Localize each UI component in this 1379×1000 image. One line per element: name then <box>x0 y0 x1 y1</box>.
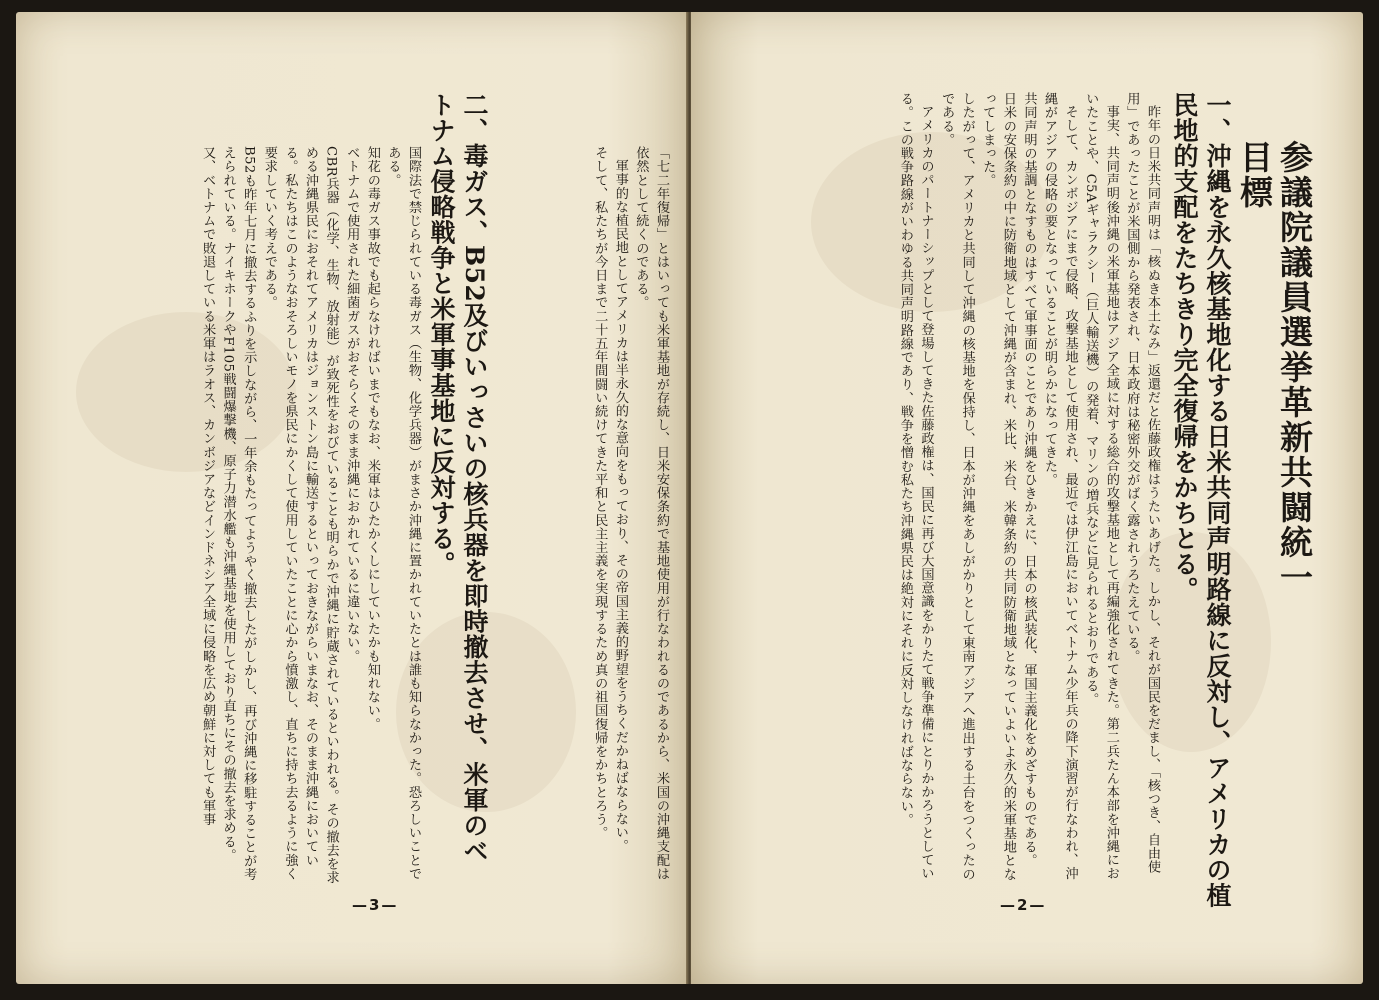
paragraph: 事実、共同声明後沖縄の米軍基地はアジア全域に対する総合的攻撃基地として再編強化されてきた。第二兵たん本部を沖縄においたことや、C5Aギャラクシー（巨人輸送機）の発着、マリンの増兵などに見られるとおりである。 <box>1083 92 1119 881</box>
paragraph: ベトナムで使用された細菌ガスがおそらくそのまま沖縄におかれているに違いない。 <box>344 146 360 663</box>
paragraph: そして、私たちが今日まで二十五年間闘い続けてきた平和と民主主義を実現するため真の祖国復帰をかちとろう。 <box>592 146 608 840</box>
page-number-left: —3— <box>352 896 399 914</box>
paragraph: B52も昨年七月に撤去するふりを示しながら、一年余もたってようやく撤去したがしかし、再び沖縄に移駐することが考えられている。ナイキホークやF105戦闘爆撃機、原子力潜水艦も沖縄基地を使用しており直ちにその撤去を求める。 <box>220 146 257 881</box>
paragraph: 共同声明の基調となすものはすべて軍事面のことであり沖縄をひきかえに、日本の核武装化、軍国主義化をめざすものである。 <box>1021 92 1037 868</box>
page-number-right: —2— <box>1000 896 1047 914</box>
document-title: 参議院議員選挙革新共闘統一目標 <box>1235 140 1314 595</box>
section-two-body <box>133 146 423 886</box>
paragraph: したがって、アメリカと共同して沖縄の核基地を保持し、日本が沖縄をあしがかりとして東南アジアへ進出する土台をつくったのである。 <box>939 92 975 881</box>
paragraph: 又、ベトナムで敗退している米軍はラオス、カンボジアなどインドネシア全域に侵略を広め朝鮮に対しても軍事 <box>200 146 216 826</box>
section-one-body <box>770 92 1162 882</box>
paragraph: 知花の毒ガス事故でも起らなければいまでもなお、米軍はひたかくしにしていたかも知れない。 <box>364 146 380 731</box>
paragraph: 国際法で禁じられている毒ガス（生物、化学兵器）がまさか沖縄に置かれていたとは誰も知らなかった。恐ろしいことである。 <box>385 146 421 881</box>
paragraph: 日米の安保条約の中に防衛地域として沖縄が含まれ、米比、米台、米韓条約の共同防衛地域となっていよいよ永久的米軍基地となってしまった。 <box>980 92 1016 881</box>
paragraph: アメリカのパートナーシップとして登場してきた佐藤政権は、国民に再び大国意識をかりたて戦争準備にとりかかろうとしている。この戦争路線がいわゆる共同声明路線であり、戦争を憎む私たち沖縄県民は絶対にそれに反対しなければならない。 <box>897 92 934 881</box>
section-one-heading: 一、沖縄を永久核基地化する日米共同声明路線に反対し、アメリカの植民地的支配をたちきり完全復帰をかちとる。 <box>1170 92 1232 908</box>
paragraph: 軍事的な植民地としてアメリカは半永久的な意向をもっており、その帝国主義的野望をうちくだかねばならない。 <box>612 159 628 853</box>
section-one-continued <box>509 146 671 886</box>
paragraph: 「七二年復帰」とはいっても米軍基地が存続し、日米安保条約で基地使用が行なわれるのであるから、米国の沖縄支配は依然として続くのである。 <box>633 146 669 881</box>
paragraph: 昨年の日米共同声明は「核ぬき本土なみ」返還だと佐藤政権はうたいあげた。しかし、それが国民をだまし、「核つき、自由使用」であったことが米国側から発表され、日本政府は秘密外交がばく露されうろたえている。 <box>1124 92 1160 874</box>
paragraph: CBR兵器（化学、生物、放射能）が致死性をおびていることも明らかで沖縄に貯蔵されているといわれる。その撤去を求める沖縄県民におそれてアメリカはジョンストン島に輸送するといっておきながらいまなお、そのまま沖縄においている。私たちはこのようなおそろしいモノを県民にかくして使用していたことに心から憤激し、直ちに持ち去るように強く要求していく考えである。 <box>261 146 339 885</box>
paragraph: そして、カンボジアにまで侵略、攻撃基地として使用され、最近では伊江島においてベトナム少年兵の降下演習が行なわれ、沖縄がアジアの侵略の要となっていることが明らかになってきた。 <box>1042 92 1078 881</box>
section-two-heading: 二、毒ガス、B52及びいっさいの核兵器を即時撤去させ、米軍のベトナム侵略戦争と米軍事基地に反対する。 <box>427 92 489 864</box>
